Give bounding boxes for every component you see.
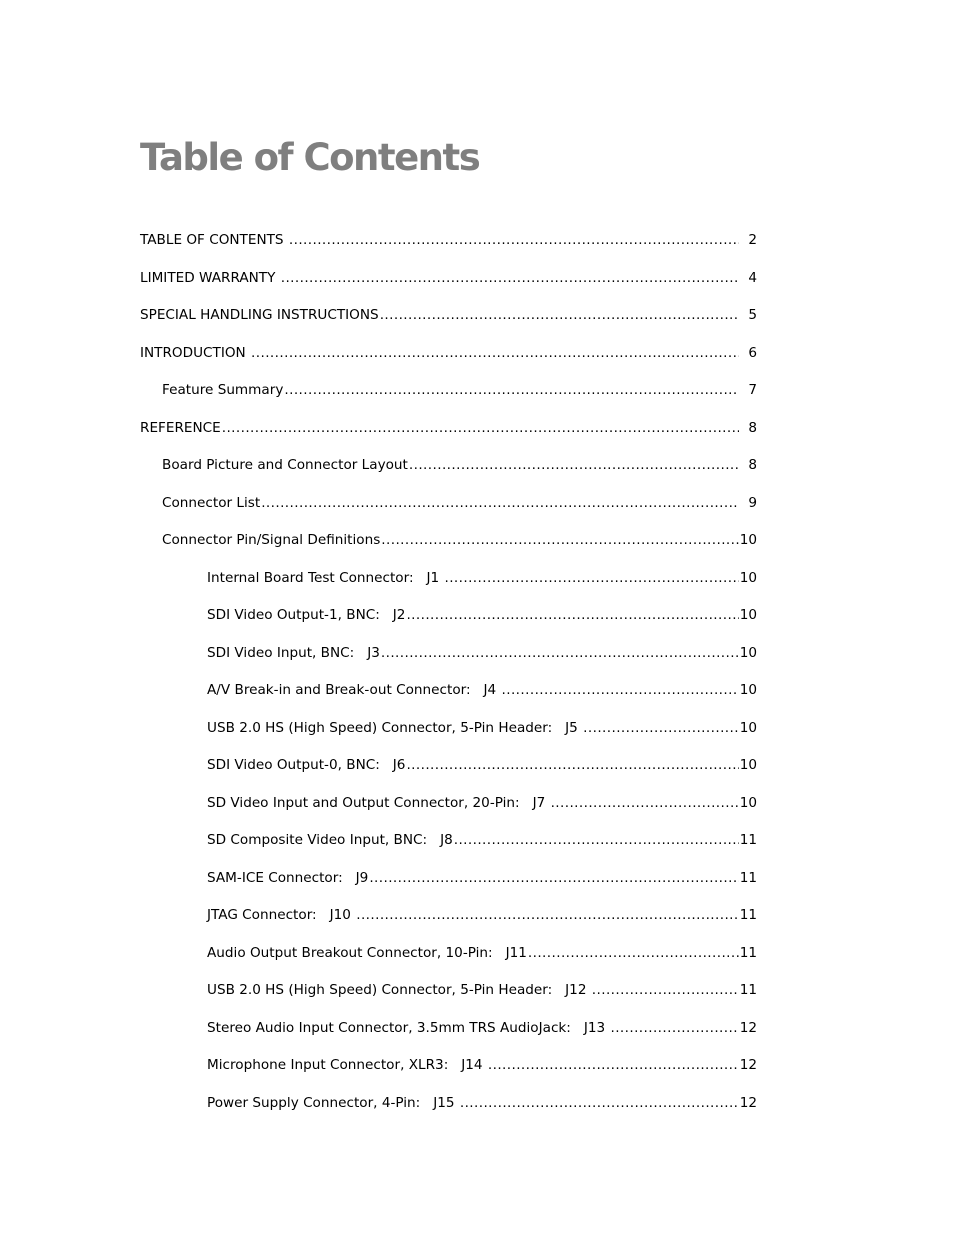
toc-entry[interactable] xyxy=(0,304,954,342)
toc-entry[interactable] xyxy=(0,829,954,867)
toc-entry-label: INTRODUCTION xyxy=(140,344,251,361)
toc-dot-leader xyxy=(368,867,739,889)
toc-entry-label: SPECIAL HANDLING INSTRUCTIONS xyxy=(140,307,379,323)
toc-entry-label: Internal Board Test Connector: J1 xyxy=(207,569,444,586)
toc-entry[interactable] xyxy=(0,1092,954,1130)
toc-dot-leader xyxy=(453,829,739,851)
toc-dot-leader xyxy=(280,267,739,289)
toc-dot-leader xyxy=(443,567,739,589)
toc-dot-leader xyxy=(380,642,739,664)
toc-entry[interactable] xyxy=(0,1054,954,1092)
toc-dot-leader xyxy=(283,379,739,401)
page-title: Table of Contents xyxy=(140,136,480,179)
toc-entry-label: REFERENCE xyxy=(140,419,221,436)
toc-entry-label: Audio Output Breakout Connector, 10-Pin: J11 xyxy=(207,944,527,961)
toc-entry-label: SDI Video Output-1, BNC: J2 xyxy=(207,607,406,623)
toc-entry-label: Feature Summary xyxy=(162,382,284,398)
toc-entry-label: Connector Pin/Signal Definitions xyxy=(162,532,381,548)
toc-entry-label: Power Supply Connector, 4-Pin: J15 xyxy=(207,1094,459,1111)
toc-page-number: 5 xyxy=(748,307,757,323)
toc-dot-leader xyxy=(459,1092,739,1114)
toc-entry[interactable] xyxy=(0,342,954,380)
toc-entry[interactable] xyxy=(0,379,954,417)
toc-dot-leader xyxy=(260,492,739,514)
toc-page-number: 12 xyxy=(739,1019,757,1036)
toc-page-number: 11 xyxy=(739,832,757,848)
toc-page-number: 10 xyxy=(739,569,757,586)
toc-entry[interactable] xyxy=(0,529,954,567)
toc-dot-leader xyxy=(288,229,739,251)
toc-dot-leader xyxy=(250,342,739,364)
toc-page-number: 8 xyxy=(748,457,757,473)
toc-page-number: 10 xyxy=(739,644,757,661)
toc-page-number: 11 xyxy=(739,944,757,961)
toc-dot-leader xyxy=(405,754,739,776)
toc-entry[interactable] xyxy=(0,267,954,305)
toc-page-number: 10 xyxy=(739,682,757,698)
toc-list xyxy=(0,229,954,1129)
toc-page-number: 8 xyxy=(748,419,757,436)
toc-page-number: 7 xyxy=(748,382,757,398)
toc-entry[interactable] xyxy=(0,492,954,530)
toc-dot-leader xyxy=(380,529,739,551)
toc-entry[interactable] xyxy=(0,1017,954,1055)
toc-entry-label: SD Video Input and Output Connector, 20-Pin: J7 xyxy=(207,794,550,811)
toc-entry-label: USB 2.0 HS (High Speed) Connector, 5-Pin Header: J12 xyxy=(207,982,591,998)
toc-entry[interactable] xyxy=(0,717,954,755)
toc-entry[interactable] xyxy=(0,979,954,1017)
toc-entry-label: Board Picture and Connector Layout xyxy=(162,457,408,473)
toc-dot-leader xyxy=(221,417,739,439)
toc-entry[interactable] xyxy=(0,604,954,642)
toc-page-number: 2 xyxy=(748,232,757,248)
toc-dot-leader xyxy=(408,454,739,476)
toc-dot-leader xyxy=(355,904,739,926)
toc-entry-label: TABLE OF CONTENTS xyxy=(140,232,288,248)
toc-dot-leader xyxy=(405,604,739,626)
toc-entry[interactable] xyxy=(0,867,954,905)
toc-page-number: 12 xyxy=(739,1057,757,1073)
toc-entry-label: SDI Video Input, BNC: J3 xyxy=(207,644,380,661)
toc-entry-label: Stereo Audio Input Connector, 3.5mm TRS AudioJack: J13 xyxy=(207,1019,610,1036)
toc-dot-leader xyxy=(550,792,739,814)
toc-entry-label: Microphone Input Connector, XLR3: J14 xyxy=(207,1057,487,1073)
toc-page-number: 10 xyxy=(739,607,757,623)
toc-page-number: 11 xyxy=(739,982,757,998)
toc-dot-leader xyxy=(527,942,739,964)
toc-entry[interactable] xyxy=(0,567,954,605)
toc-entry[interactable] xyxy=(0,792,954,830)
toc-entry[interactable] xyxy=(0,904,954,942)
toc-entry[interactable] xyxy=(0,942,954,980)
toc-page-number: 10 xyxy=(739,719,757,736)
toc-dot-leader xyxy=(582,717,739,739)
toc-entry-label: USB 2.0 HS (High Speed) Connector, 5-Pin Header: J5 xyxy=(207,719,583,736)
toc-entry[interactable] xyxy=(0,754,954,792)
toc-page-number: 10 xyxy=(739,794,757,811)
toc-dot-leader xyxy=(487,1054,739,1076)
toc-page-number: 11 xyxy=(739,907,757,923)
toc-entry[interactable] xyxy=(0,417,954,455)
toc-entry-label: SDI Video Output-0, BNC: J6 xyxy=(207,757,406,773)
toc-entry[interactable] xyxy=(0,642,954,680)
toc-entry[interactable] xyxy=(0,229,954,267)
toc-entry-label: LIMITED WARRANTY xyxy=(140,269,280,286)
toc-dot-leader xyxy=(609,1017,739,1039)
toc-page-number: 9 xyxy=(748,494,757,511)
toc-entry-label: A/V Break-in and Break-out Connector: J4 xyxy=(207,682,501,698)
toc-entry[interactable] xyxy=(0,679,954,717)
toc-entry-label: JTAG Connector: J10 xyxy=(207,907,356,923)
toc-page-number: 4 xyxy=(748,269,757,286)
toc-page-number: 6 xyxy=(748,344,757,361)
toc-dot-leader xyxy=(501,679,739,701)
toc-entry[interactable] xyxy=(0,454,954,492)
toc-page-number: 10 xyxy=(739,757,757,773)
toc-entry-label: SAM-ICE Connector: J9 xyxy=(207,869,369,886)
toc-entry-label: SD Composite Video Input, BNC: J8 xyxy=(207,832,453,848)
toc-dot-leader xyxy=(379,304,739,326)
toc-page-number: 11 xyxy=(739,869,757,886)
toc-dot-leader xyxy=(591,979,739,1001)
toc-page-number: 12 xyxy=(739,1094,757,1111)
toc-page-number: 10 xyxy=(739,532,757,548)
toc-entry-label: Connector List xyxy=(162,494,261,511)
